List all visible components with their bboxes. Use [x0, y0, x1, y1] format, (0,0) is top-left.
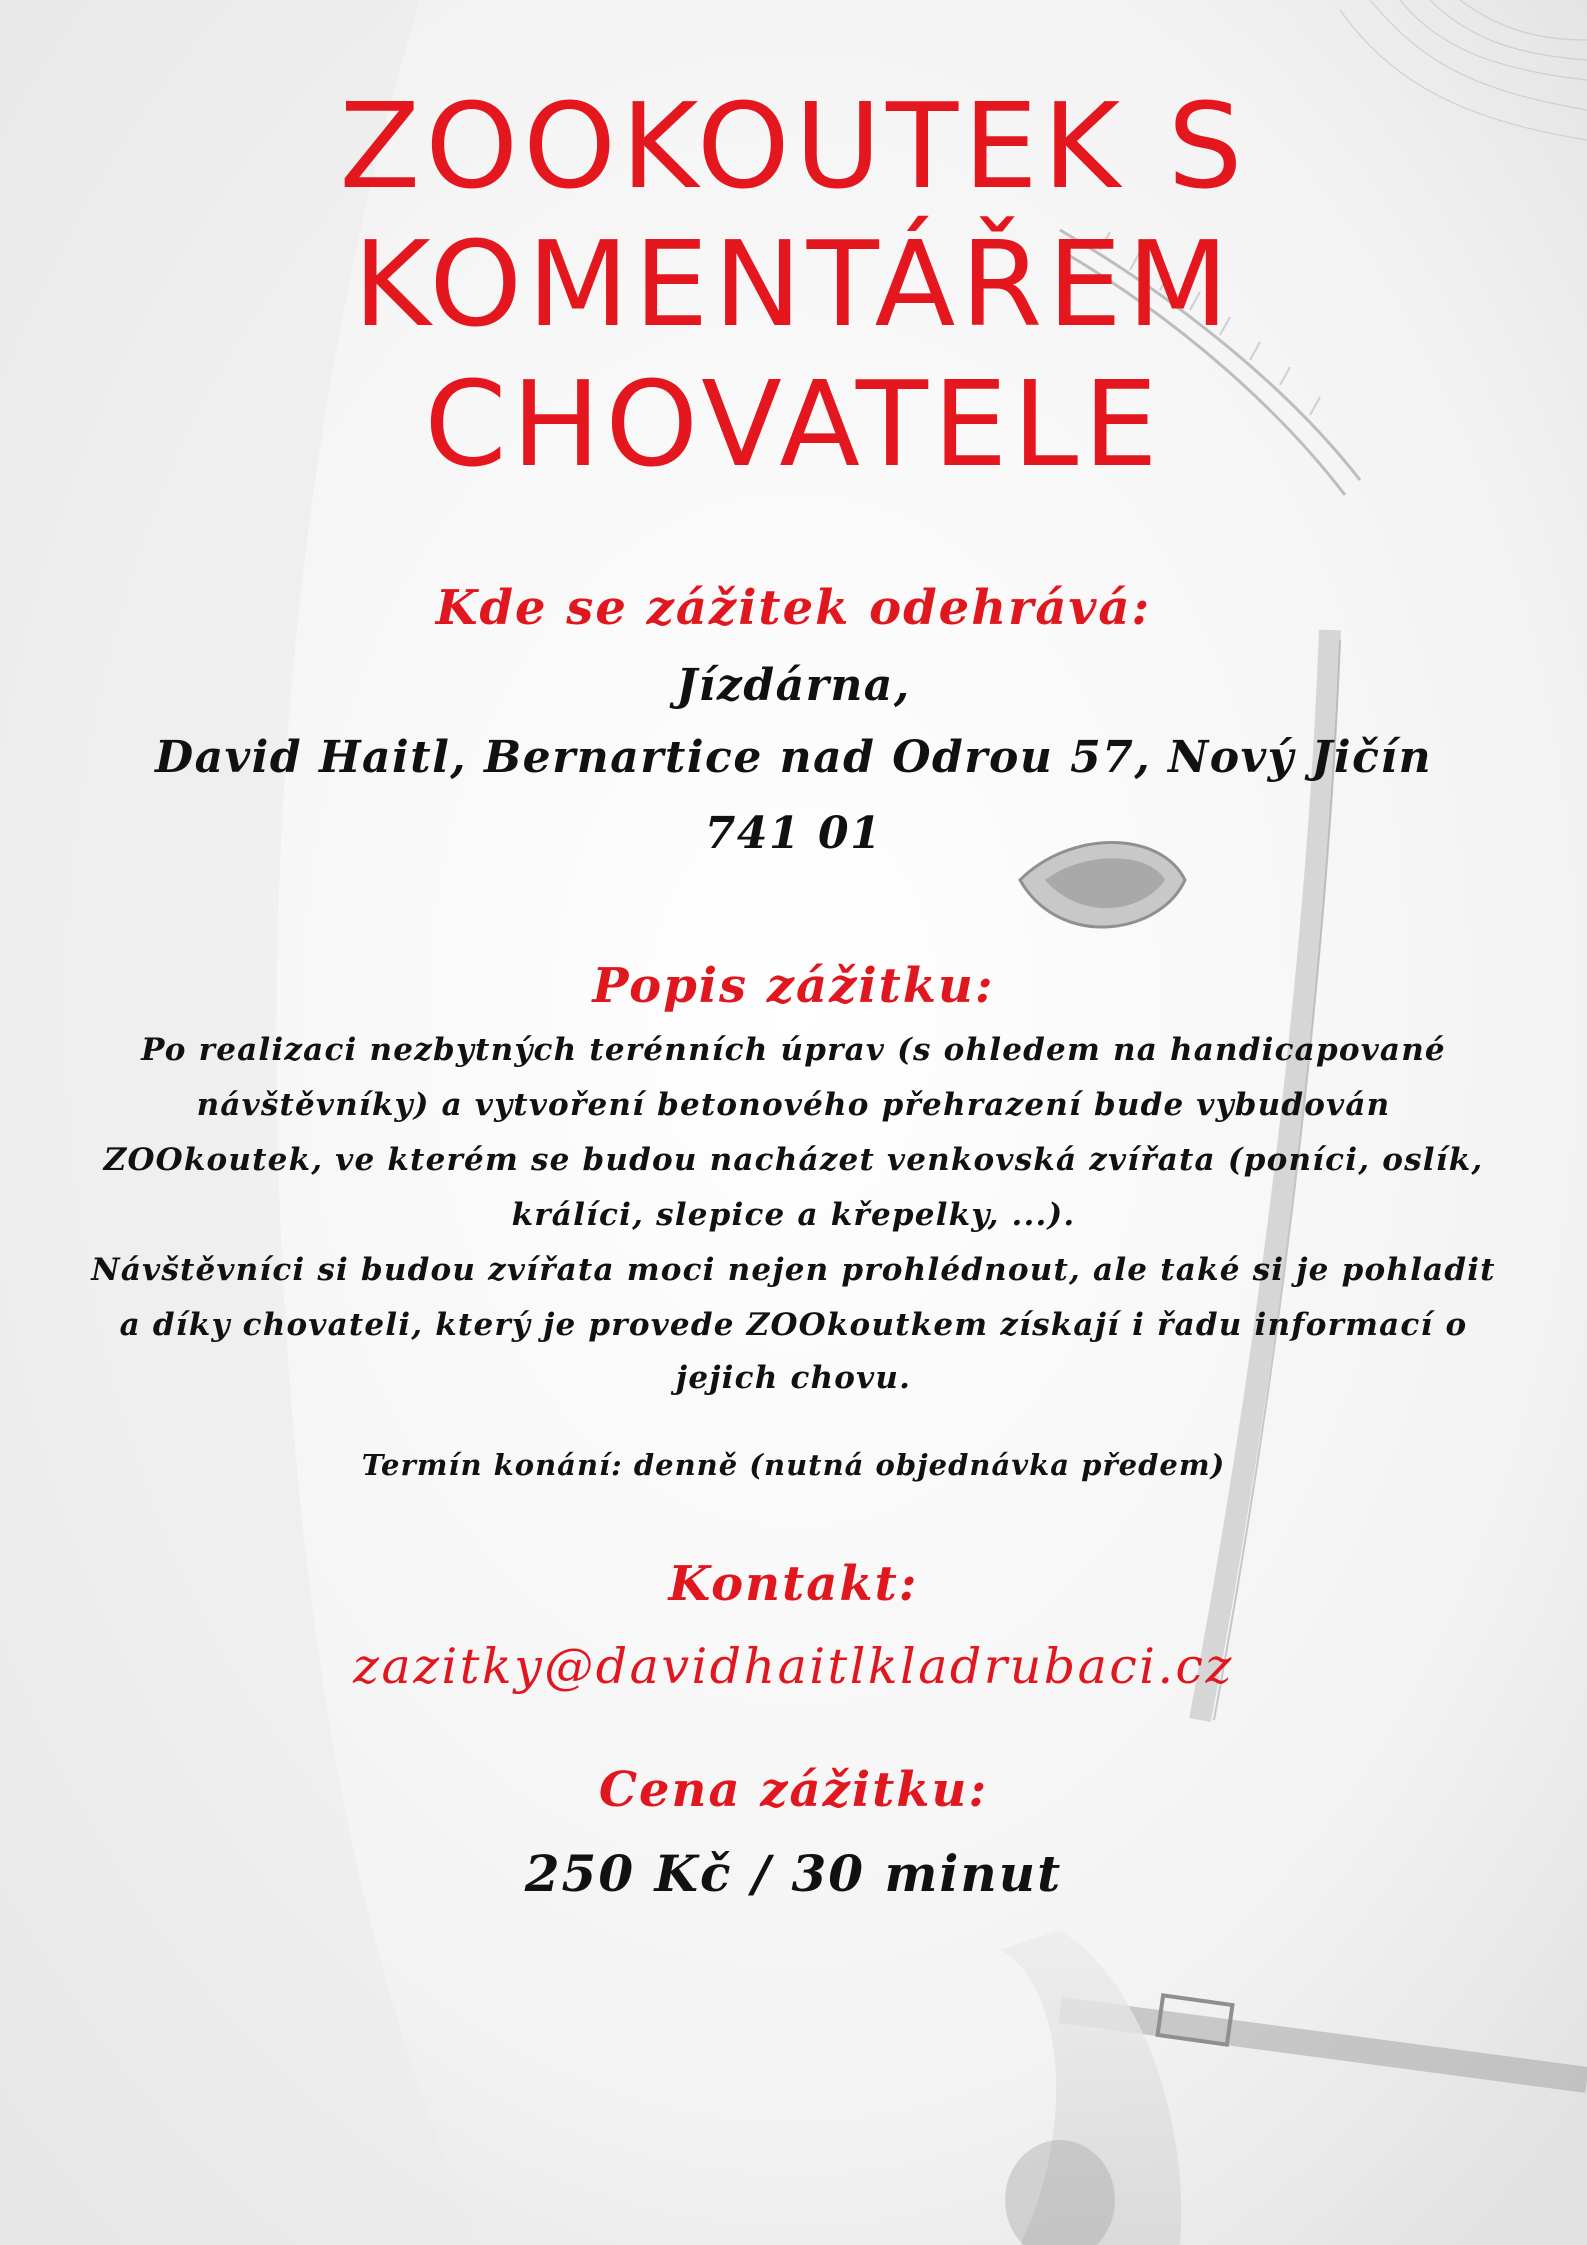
contact-heading: Kontakt:	[668, 1556, 919, 1612]
event-term: Termín konání: denně (nutná objednávka předem)	[361, 1448, 1226, 1482]
description-line: Návštěvníci si budou zvířata moci nejen prohlédnout, ale také si je pohladit	[91, 1252, 1496, 1288]
contact-email-link[interactable]: zazitky@davidhaitlkladrubaci.cz	[353, 1638, 1234, 1695]
description-line: a díky chovateli, který je provede ZOOkoutkem získají i řadu informací o	[119, 1307, 1468, 1343]
location-address: David Haitl, Bernartice nad Odrou 57, Nový Jičín	[154, 732, 1433, 783]
page-title-line-1: ZOOKOUTEK S	[339, 77, 1248, 215]
description-line: králíci, slepice a křepelky, ...).	[511, 1197, 1076, 1233]
description-line: Po realizaci nezbytných terénních úprav (s ohledem na handicapované	[141, 1032, 1446, 1068]
description-line: návštěvníky) a vytvoření betonového přehrazení bude vybudován	[196, 1087, 1391, 1123]
price-heading: Cena zážitku:	[598, 1762, 989, 1818]
location-heading: Kde se zážitek odehrává:	[435, 580, 1152, 636]
page-title-line-2: KOMENTÁŘEM	[353, 215, 1234, 353]
location-postcode: 741 01	[704, 808, 883, 859]
description-heading: Popis zážitku:	[592, 958, 995, 1014]
description-line: jejich chovu.	[675, 1360, 912, 1396]
location-venue: Jízdárna,	[676, 660, 911, 711]
price-value: 250 Kč / 30 minut	[524, 1844, 1063, 1903]
description-line: ZOOkoutek, ve kterém se budou nacházet venkovská zvířata (poníci, oslík,	[103, 1142, 1484, 1178]
page-title-line-3: CHOVATELE	[424, 355, 1163, 493]
